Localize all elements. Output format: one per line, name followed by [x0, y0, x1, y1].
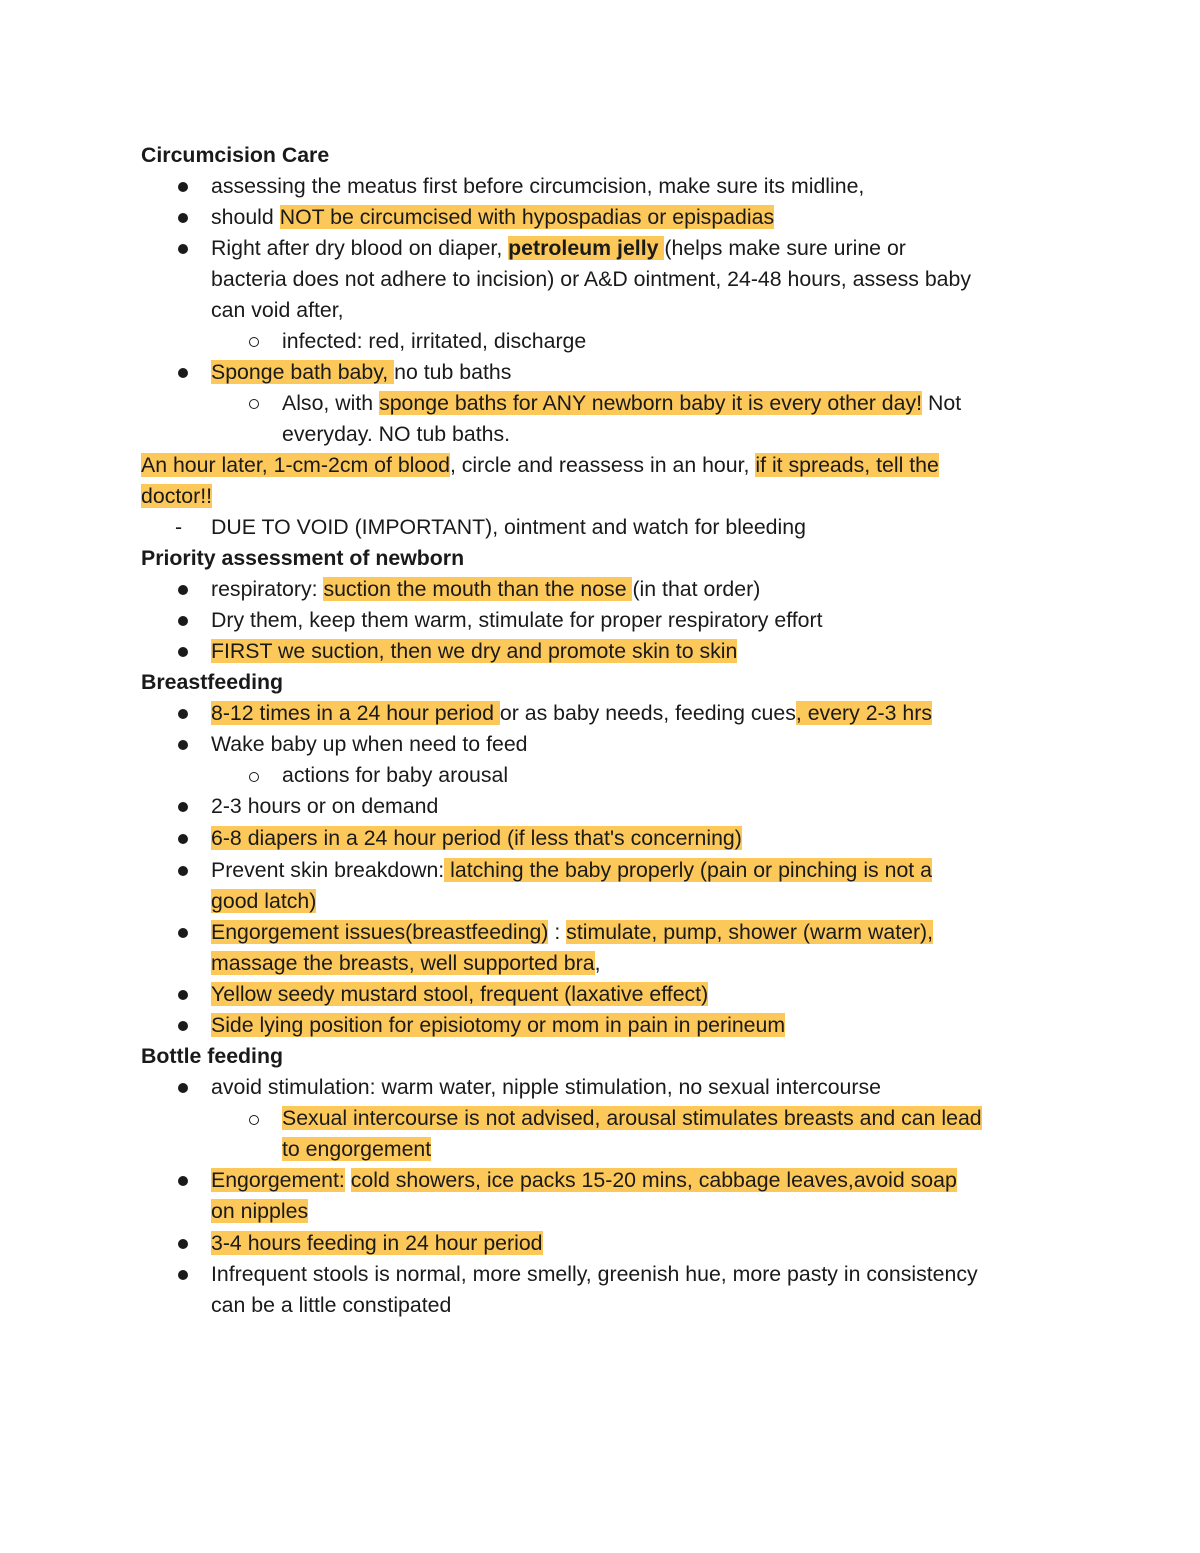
heading-priority-assessment: Priority assessment of newborn: [141, 546, 465, 570]
sub-list-item: Also, with sponge baths for ANY newborn baby it is every other day! Not: [282, 391, 962, 415]
sub-list-item-continuation: to engorgement: [282, 1137, 432, 1161]
bullet: [178, 182, 188, 192]
sub-list-item-continuation: everyday. NO tub baths.: [282, 422, 511, 446]
list-item: 6-8 diapers in a 24 hour period (if less that's concerning): [211, 826, 742, 850]
bullet: [178, 709, 188, 719]
bullet: [178, 244, 188, 254]
sub-list-item: actions for baby arousal: [282, 763, 509, 787]
heading-circumcision-care: Circumcision Care: [141, 143, 330, 167]
list-item-continuation: good latch): [211, 889, 317, 913]
list-item: 8-12 times in a 24 hour period or as baby needs, feeding cues, every 2-3 hrs: [211, 701, 932, 725]
bullet: [178, 834, 188, 844]
bullet: [178, 1239, 188, 1249]
list-item: avoid stimulation: warm water, nipple stimulation, no sexual intercourse: [211, 1075, 881, 1099]
bullet: [178, 213, 188, 223]
list-item: Yellow seedy mustard stool, frequent (laxative effect): [211, 982, 709, 1006]
paragraph: An hour later, 1-cm-2cm of blood, circle and reassess in an hour, if it spreads, tell the: [141, 453, 939, 477]
bullet: [178, 1083, 188, 1093]
bullet: [178, 1270, 188, 1280]
dash-item: DUE TO VOID (IMPORTANT), ointment and watch for bleeding: [211, 515, 806, 539]
bullet: [178, 990, 188, 1000]
bullet: [178, 647, 188, 657]
list-item: Sponge bath baby, no tub baths: [211, 360, 512, 384]
sub-bullet: [249, 399, 259, 409]
list-item: Prevent skin breakdown: latching the baby properly (pain or pinching is not a: [211, 858, 932, 882]
list-item-continuation: can be a little constipated: [211, 1293, 452, 1317]
list-item: assessing the meatus first before circumcision, make sure its midline,: [211, 174, 865, 198]
heading-bottle-feeding: Bottle feeding: [141, 1044, 283, 1068]
sub-bullet: [249, 772, 259, 782]
list-item: Dry them, keep them warm, stimulate for proper respiratory effort: [211, 608, 823, 632]
bullet: [178, 928, 188, 938]
bullet: [178, 616, 188, 626]
list-item-continuation: on nipples: [211, 1199, 309, 1223]
list-item: respiratory: suction the mouth than the nose (in that order): [211, 577, 761, 601]
list-item: Engorgement: cold showers, ice packs 15-20 mins, cabbage leaves,avoid soap: [211, 1168, 957, 1192]
bullet: [178, 368, 188, 378]
sub-list-item: infected: red, irritated, discharge: [282, 329, 587, 353]
list-item: 2-3 hours or on demand: [211, 794, 439, 818]
sub-bullet: [249, 337, 259, 347]
paragraph-continuation: doctor!!: [141, 484, 213, 508]
sub-list-item: Sexual intercourse is not advised, arousal stimulates breasts and can lead: [282, 1106, 982, 1130]
list-item: Side lying position for episiotomy or mom in pain in perineum: [211, 1013, 786, 1037]
list-item-continuation: bacteria does not adhere to incision) or A&D ointment, 24-48 hours, assess baby: [211, 267, 972, 291]
list-item: 3-4 hours feeding in 24 hour period: [211, 1231, 543, 1255]
bullet: [178, 802, 188, 812]
list-item-continuation: massage the breasts, well supported bra,: [211, 951, 601, 975]
list-item: Wake baby up when need to feed: [211, 732, 528, 756]
list-item: Engorgement issues(breastfeeding) : stimulate, pump, shower (warm water),: [211, 920, 934, 944]
bullet: [178, 585, 188, 595]
list-item: Infrequent stools is normal, more smelly, greenish hue, more pasty in consistency: [211, 1262, 978, 1286]
list-item-continuation: can void after,: [211, 298, 344, 322]
bullet: [178, 1176, 188, 1186]
dash-marker: -: [175, 515, 183, 539]
bullet: [178, 866, 188, 876]
bullet: [178, 1021, 188, 1031]
bullet: [178, 740, 188, 750]
list-item: should NOT be circumcised with hypospadias or epispadias: [211, 205, 775, 229]
sub-bullet: [249, 1115, 259, 1125]
list-item: FIRST we suction, then we dry and promote skin to skin: [211, 639, 738, 663]
heading-breastfeeding: Breastfeeding: [141, 670, 284, 694]
list-item: Right after dry blood on diaper, petroleum jelly (helps make sure urine or: [211, 236, 906, 260]
